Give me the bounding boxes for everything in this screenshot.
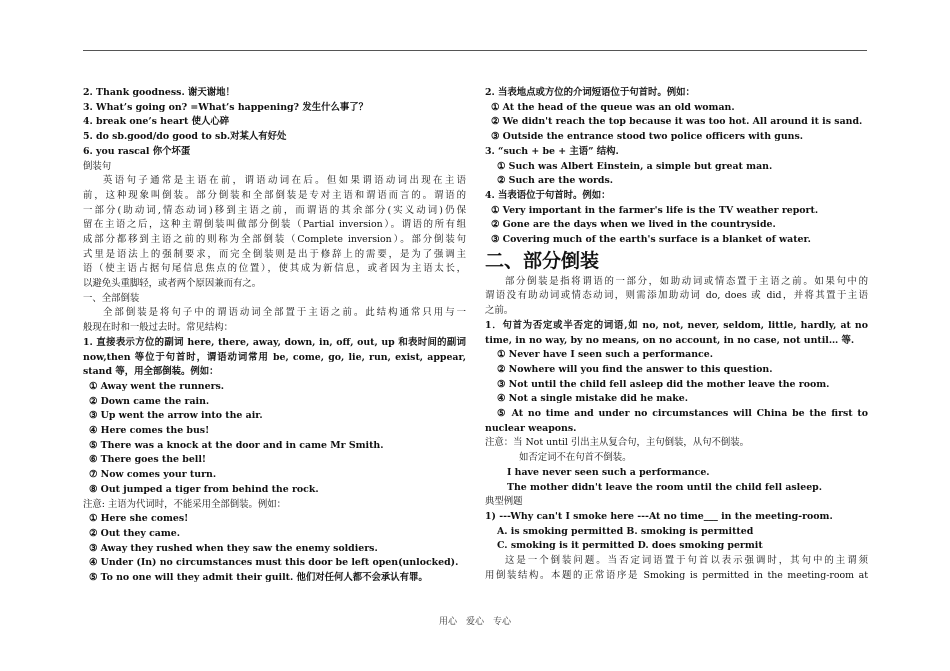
text-line: 如否定词不在句首不倒装。 <box>519 452 632 464</box>
text-line: ⑦ Now comes your turn. <box>89 469 217 481</box>
text-line: C. smoking is it permitted D. does smoking permit <box>497 540 763 552</box>
text-line: ④ Under (In) no circumstances must this door be left open(unlocked). <box>89 557 459 569</box>
text-line: ⑤ At no time and under no circumstances will China be the first to <box>497 408 868 420</box>
text-line: ⑥ There goes the bell! <box>89 454 207 466</box>
right-column <box>485 86 868 583</box>
text-line: ⑤ There was a knock at the door and in came Mr Smith. <box>89 439 384 451</box>
text-line: 6. you rascal 你个坏蛋 <box>83 145 191 157</box>
text-line: 之前。 <box>485 305 514 317</box>
text-line: 1) ---Why can't I smoke here ---At no time___ in the meeting-room. <box>485 510 833 522</box>
page-footer: 用心 爱心 专心 <box>438 617 511 627</box>
text-line: 1. 直接表示方位的副词 here, there, away, down, in, off, out, up 和表时间的副词 <box>83 336 466 348</box>
text-line: 典型例题 <box>485 496 523 508</box>
text-line: ③ Outside the entrance stood two police officers with guns. <box>491 131 804 143</box>
text-line: 以避免头重脚轻，或者两个原因兼而有之。 <box>83 278 262 290</box>
text-line: ② Such are the words. <box>497 175 614 187</box>
text-line: 5. do sb.good/do good to sb.对某人有好处 <box>83 131 287 143</box>
text-line: ⑤ To no one will they admit their guilt. 他们对任何人都不会承认有罪。 <box>89 572 428 584</box>
text-line: I have never seen such a performance. <box>507 466 710 478</box>
text-line: now,then 等位于句首时，谓语动词常用 be, come, go, lie, run, exist, appear, <box>83 351 466 363</box>
text-line: ② Gone are the days when we lived in the countryside. <box>491 219 776 231</box>
text-line: ④ Not a single mistake did he make. <box>497 393 689 405</box>
text-line: 2. Thank goodness. 谢天谢地！ <box>83 87 235 98</box>
text-line: 用倒装结构。本题的正常语序是 Smoking is permitted in the meeting-room at <box>485 569 868 581</box>
text-line: ④ Here comes the bus! <box>89 425 210 437</box>
text-line: 语（使主语占据句尾信息焦点的位置），使其成为新信息，或者因为主语太长， <box>83 263 466 275</box>
text-line: 前，这种现象叫倒装。部分倒装和全部倒装是专对主语和谓语而言的。谓语的 <box>83 189 466 201</box>
text-line: ③ Covering much of the earth's surface is a blanket of water. <box>491 234 811 246</box>
text-line: 这是一个倒装问题。当否定词语置于句首以表示强调时，其句中的主谓须 <box>505 555 868 567</box>
text-line: ① Very important in the farmer's life is the TV weather report. <box>491 204 819 216</box>
header-rule <box>83 50 867 51</box>
text-line: 3. “such + be + 主语” 结构. <box>485 145 619 157</box>
text-line: ① Such was Albert Einstein, a simple but great man. <box>497 160 773 172</box>
text-line: 般现在时和一般过去时。常见结构： <box>83 322 234 334</box>
text-line: ⑧ Out jumped a tiger from behind the rock. <box>89 483 319 495</box>
text-line: 一、全部倒装 <box>83 292 140 304</box>
text-line: 二、部分倒装 <box>485 249 600 272</box>
text-line: 2. 当表地点或方位的介词短语位于句首时。例如： <box>485 87 695 98</box>
text-line: 注意：当 Not until 引出主从复合句，主句倒装，从句不倒装。 <box>485 437 750 449</box>
text-line: ③ Away they rushed when they saw the enemy soldiers. <box>89 542 378 554</box>
text-line: ② Down came the rain. <box>89 395 210 407</box>
text-line: time, in no way, by no means, on no account, in no case, not until… 等. <box>485 334 855 346</box>
text-line: ③ Not until the child fell asleep did the mother leave the room. <box>497 378 830 390</box>
text-line: ① Away went the runners. <box>89 380 225 392</box>
text-line: 成部分都移到主语之前的则称为全部倒装（Complete inversion）。部分倒装句 <box>83 233 466 245</box>
text-line: 留在主语之后，这种主谓倒装叫做部分倒装（Partial inversion）。谓语的所有组 <box>83 219 466 231</box>
text-line: 4. break one’s heart 使人心碎 <box>83 116 230 128</box>
text-line: 3. What’s going on? =What’s happening? 发生什么事了？ <box>83 101 368 113</box>
text-line: ② Out they came. <box>89 527 180 539</box>
text-line: ① At the head of the queue was an old woman. <box>491 101 735 113</box>
text-line: ② We didn't reach the top because it was too hot. All around it is sand. <box>491 116 863 128</box>
text-line: 注意: 主语为代词时，不能采用全部倒装。例如： <box>83 498 287 510</box>
text-line: 谓语没有助动词或情态动词，则需添加助动词 do, does 或 did，并将其置于主语 <box>485 290 868 302</box>
text-line: ① Here she comes! <box>89 513 189 525</box>
text-line: 部分倒装是指将谓语的一部分，如助动词或情态置于主语之前。如果句中的 <box>505 275 868 287</box>
text-line: 4. 当表语位于句首时。例如： <box>485 189 611 201</box>
text-line: 一部分(助动词,情态动词)移到主语之前，而谓语的其余部分(实义动词)仍保 <box>83 204 466 216</box>
left-column <box>83 86 466 586</box>
text-line: 倒装句 <box>83 160 112 172</box>
text-line: A. is smoking permitted B. smoking is permitted <box>497 525 754 537</box>
text-line: 全部倒装是将句子中的谓语动词全部置于主语之前。此结构通常只用与一 <box>103 307 466 319</box>
text-line: 式里是语法上的强制要求，而完全倒装则是出于修辞上的需要，是为了强调主 <box>83 248 466 260</box>
text-line: 英语句子通常是主语在前，谓语动词在后。但如果谓语动词出现在主语 <box>103 175 466 187</box>
text-line: 1．句首为否定或半否定的词语,如 no, not, never, seldom, little, hardly, at no <box>485 319 868 331</box>
text-line: ③ Up went the arrow into the air. <box>89 410 263 422</box>
text-line: ① Never have I seen such a performance. <box>497 349 713 361</box>
text-line: ② Nowhere will you find the answer to this question. <box>497 363 773 375</box>
text-line: nuclear weapons. <box>485 422 577 434</box>
text-line: stand 等，用全部倒装。例如： <box>83 366 219 378</box>
text-line: The mother didn't leave the room until the child fell asleep. <box>507 481 822 493</box>
